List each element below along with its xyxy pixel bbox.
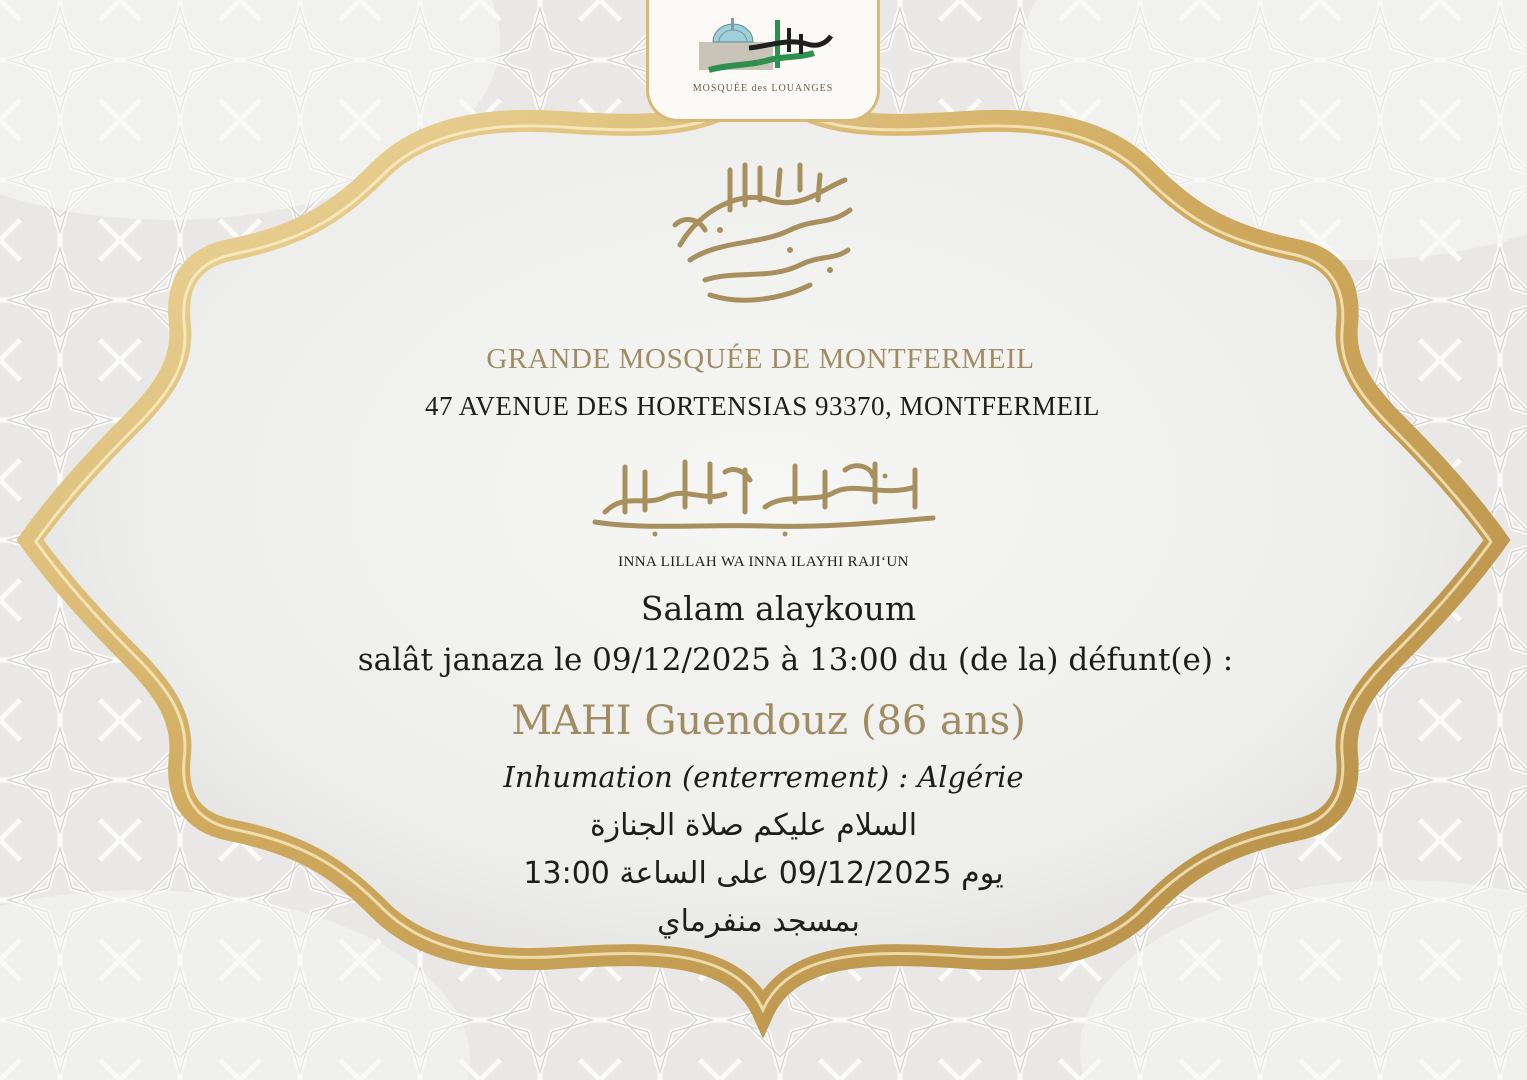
- mosque-logo-card: [646, 0, 880, 122]
- mosque-name: GRANDE MOSQUÉE DE MONTFERMEIL: [486, 343, 1035, 375]
- burial-info: Inhumation (enterrement) : Algérie: [503, 760, 1024, 794]
- arabic-location-line: بمسجد منفرماي: [657, 904, 860, 939]
- basmala-calligraphy-icon: [660, 150, 870, 310]
- inna-lillah-calligraphy-icon: [585, 452, 943, 540]
- transliteration: INNA LILLAH WA INNA ILAYHI RAJI‘UN: [618, 554, 909, 570]
- deceased-name: MAHI Guendouz (86 ans): [511, 698, 1026, 744]
- prayer-announcement: salât janaza le 09/12/2025 à 13:00 du (de la) défunt(e) :: [357, 642, 1234, 678]
- arabic-date-line: يوم 09/12/2025 على الساعة 13:00: [523, 856, 1004, 891]
- logo-label: MOSQUÉE des LOUANGES: [692, 83, 834, 94]
- mosque-address: 47 AVENUE DES HORTENSIAS 93370, MONTFERMEIL: [425, 391, 1100, 421]
- arabic-greeting-line: السلام عليكم صلاة الجنازة: [589, 808, 918, 843]
- mosque-logo-icon: [689, 8, 839, 84]
- greeting: Salam alaykoum: [640, 589, 917, 628]
